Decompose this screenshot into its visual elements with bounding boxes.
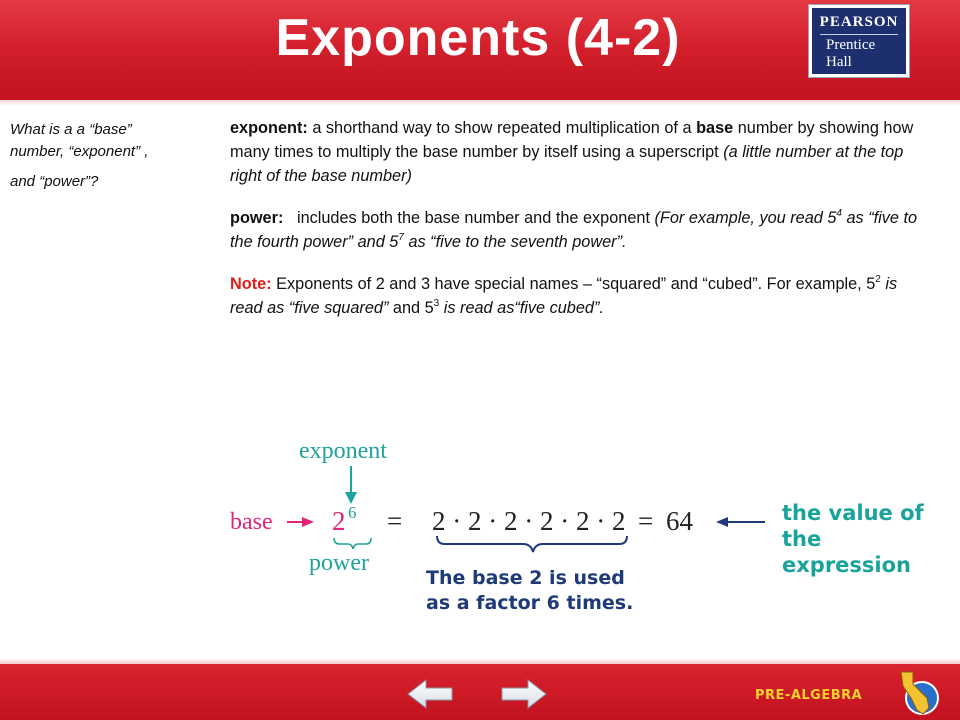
note-italic-2: is read as“five cubed”. — [439, 299, 604, 317]
logo-hall: Hall — [826, 54, 852, 70]
base-label: base — [230, 509, 273, 535]
product-brace-icon — [437, 536, 627, 552]
value-of-expression-label — [782, 500, 952, 578]
logo-background — [812, 8, 906, 74]
arrow-left-icon[interactable] — [406, 678, 454, 710]
exponent-text-2: number by showing how many times to multiply the base number by itself using a superscript — [230, 119, 914, 161]
california-icon — [895, 668, 941, 718]
power-example-3: as “five to the seventh power”. — [403, 233, 627, 251]
title-divider — [0, 100, 960, 106]
power-definition — [230, 206, 930, 254]
logo-prentice: Prentice — [826, 37, 876, 53]
power-superscript-1: 4 — [836, 208, 842, 219]
exponent-note: (a little number at the top right of the base number) — [230, 143, 904, 185]
power-label: power — [309, 550, 369, 576]
pearson-prentice-hall-logo — [809, 5, 909, 77]
note-term: Note: — [230, 275, 272, 293]
note-superscript-1: 2 — [875, 274, 881, 285]
note-text-2: and 5 — [388, 299, 434, 317]
equals-sign-2: = — [638, 506, 654, 536]
question-line-1: What is a a “base” — [10, 121, 132, 138]
note-superscript-2: 3 — [433, 298, 440, 309]
exponent-term: exponent: — [230, 119, 308, 137]
exponent-diagram — [0, 420, 960, 650]
exponent-definition — [230, 116, 930, 188]
power-example-1: (For example, you read 5 — [654, 209, 837, 227]
logo-pearson-text: PEARSON — [819, 14, 899, 30]
note-italic-1: is read as “five squared” — [230, 275, 898, 317]
base-arrowhead-icon — [302, 517, 314, 527]
factor-label-line-1: The base 2 is used — [426, 567, 625, 589]
value-label-line-1: the value of — [782, 501, 924, 525]
exponent-base-word: base — [696, 119, 734, 137]
exponent-number: 6 — [348, 503, 357, 522]
course-name: PRE-ALGEBRA — [755, 688, 863, 703]
guiding-question — [10, 119, 225, 193]
question-line-3: and “power”? — [10, 173, 99, 190]
arrow-right-icon[interactable] — [500, 678, 548, 710]
result-value: 64 — [666, 506, 693, 536]
question-line-2: number, “exponent” , — [10, 143, 149, 160]
factor-label-line-2: as a factor 6 times. — [426, 592, 634, 614]
factor-explanation-label — [426, 566, 686, 616]
value-arrowhead-icon — [716, 517, 728, 527]
definitions-block — [230, 116, 930, 320]
exponent-label: exponent — [299, 438, 387, 464]
exponent-text-1: a shorthand way to show repeated multiplication of a — [307, 119, 697, 137]
logo-rule — [820, 34, 898, 35]
value-label-line-2: the expression — [782, 527, 911, 577]
power-superscript-2: 7 — [398, 232, 404, 243]
equals-sign: = — [387, 506, 403, 536]
power-term: power: — [230, 209, 284, 227]
base-number: 2 — [332, 506, 346, 536]
note-paragraph — [230, 272, 930, 320]
slide-title: Exponents (4-2) — [275, 9, 681, 67]
logo-publisher-text — [826, 37, 875, 71]
power-brace-icon — [334, 538, 371, 549]
expanded-product: 2 · 2 · 2 · 2 · 2 · 2 — [432, 506, 626, 536]
note-text-1: Exponents of 2 and 3 have special names – “squared” and “cubed”. For example, 5 — [271, 275, 876, 293]
power-example-2: as “five to the fourth power” and 5 — [230, 209, 918, 251]
power-text-1: includes both the base number and the exponent — [283, 209, 655, 227]
